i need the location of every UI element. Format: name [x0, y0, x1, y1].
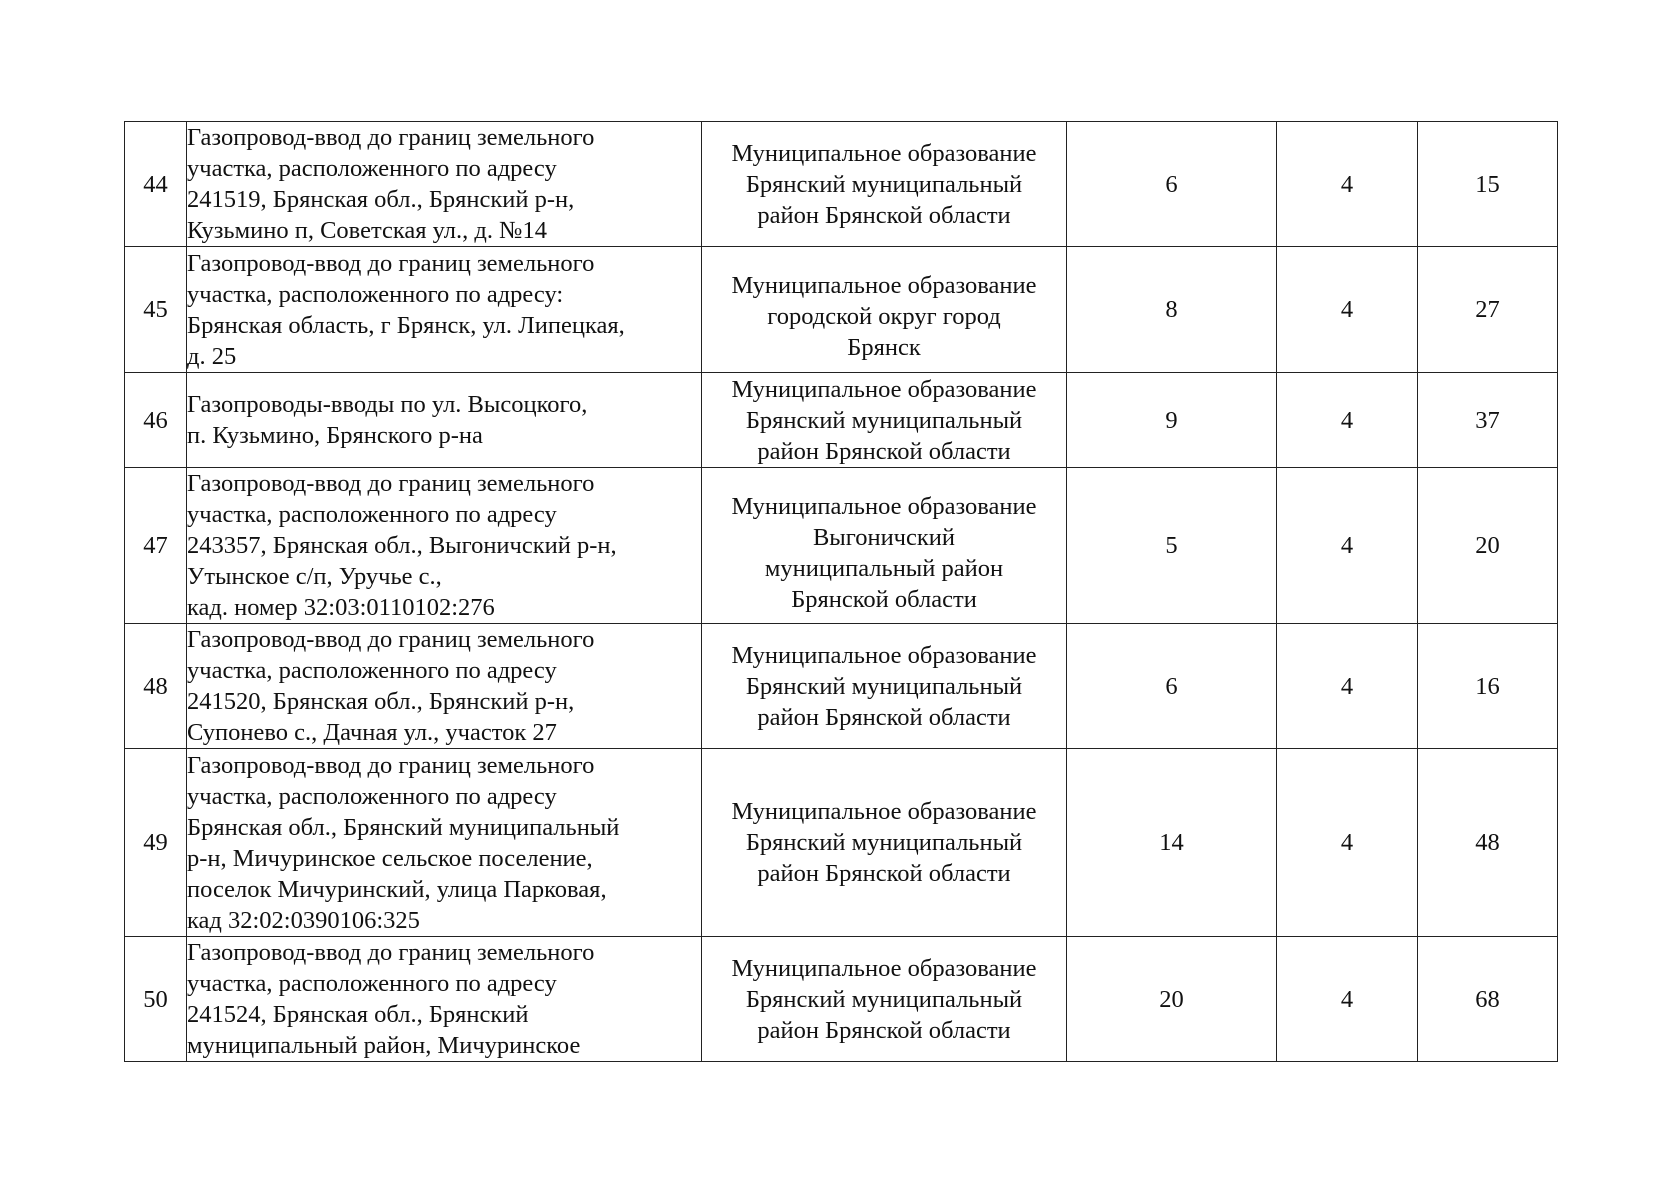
value-cell-6: 20 — [1418, 468, 1558, 624]
municipality-cell: Муниципальное образование Брянский муниципальный район Брянской области — [702, 373, 1067, 468]
table-row — [125, 247, 1558, 373]
row-number-cell: 44 — [125, 122, 187, 247]
row-number-cell: 46 — [125, 373, 187, 468]
row-number-cell: 45 — [125, 247, 187, 373]
value-cell-5: 4 — [1277, 468, 1418, 624]
table-row — [125, 624, 1558, 749]
value-cell-6: 68 — [1418, 937, 1558, 1062]
object-description-cell: Газопровод-ввод до границ земельного участка, расположенного по адресу 241524, Брянская обл., Брянский муниципальный район, Мичуринское — [187, 937, 702, 1062]
row-number-cell: 49 — [125, 749, 187, 937]
municipality-cell: Муниципальное образование Брянский муниципальный район Брянской области — [702, 624, 1067, 749]
value-cell-6: 15 — [1418, 122, 1558, 247]
table-row — [125, 749, 1558, 937]
value-cell-4: 8 — [1067, 247, 1277, 373]
row-number-cell: 50 — [125, 937, 187, 1062]
table-row — [125, 937, 1558, 1062]
value-cell-6: 37 — [1418, 373, 1558, 468]
object-description-cell: Газопровод-ввод до границ земельного участка, расположенного по адресу 241520, Брянская обл., Брянский р-н, Супонево с., Дачная ул., участок 27 — [187, 624, 702, 749]
table-row — [125, 373, 1558, 468]
object-description-cell: Газопроводы-вводы по ул. Высоцкого, п. Кузьмино, Брянского р-на — [187, 373, 702, 468]
object-description-cell: Газопровод-ввод до границ земельного участка, расположенного по адресу: Брянская область, г Брянск, ул. Липецкая, д. 25 — [187, 247, 702, 373]
table-row — [125, 122, 1558, 247]
value-cell-5: 4 — [1277, 373, 1418, 468]
row-number-cell: 48 — [125, 624, 187, 749]
value-cell-4: 6 — [1067, 122, 1277, 247]
table-row — [125, 468, 1558, 624]
object-description-cell: Газопровод-ввод до границ земельного участка, расположенного по адресу 243357, Брянская обл., Выгоничский р-н, Утынское с/п, Уручье с., кад. номер 32:03:0110102:276 — [187, 468, 702, 624]
value-cell-4: 5 — [1067, 468, 1277, 624]
value-cell-5: 4 — [1277, 937, 1418, 1062]
municipality-cell: Муниципальное образование городской округ город Брянск — [702, 247, 1067, 373]
row-number-cell: 47 — [125, 468, 187, 624]
value-cell-5: 4 — [1277, 122, 1418, 247]
value-cell-4: 6 — [1067, 624, 1277, 749]
value-cell-6: 16 — [1418, 624, 1558, 749]
municipality-cell: Муниципальное образование Брянский муниципальный район Брянской области — [702, 749, 1067, 937]
object-description-cell: Газопровод-ввод до границ земельного участка, расположенного по адресу Брянская обл., Брянский муниципальный р-н, Мичуринское сельское поселение, поселок Мичуринский, улица Парковая, кад 32:02:0390106:325 — [187, 749, 702, 937]
value-cell-5: 4 — [1277, 247, 1418, 373]
value-cell-4: 9 — [1067, 373, 1277, 468]
value-cell-4: 20 — [1067, 937, 1277, 1062]
value-cell-5: 4 — [1277, 624, 1418, 749]
value-cell-6: 48 — [1418, 749, 1558, 937]
value-cell-6: 27 — [1418, 247, 1558, 373]
municipality-cell: Муниципальное образование Брянский муниципальный район Брянской области — [702, 122, 1067, 247]
value-cell-4: 14 — [1067, 749, 1277, 937]
objects-table — [124, 121, 1558, 1062]
object-description-cell: Газопровод-ввод до границ земельного участка, расположенного по адресу 241519, Брянская обл., Брянский р-н, Кузьмино п, Советская ул., д. №14 — [187, 122, 702, 247]
municipality-cell: Муниципальное образование Выгоничский муниципальный район Брянской области — [702, 468, 1067, 624]
municipality-cell: Муниципальное образование Брянский муниципальный район Брянской области — [702, 937, 1067, 1062]
value-cell-5: 4 — [1277, 749, 1418, 937]
